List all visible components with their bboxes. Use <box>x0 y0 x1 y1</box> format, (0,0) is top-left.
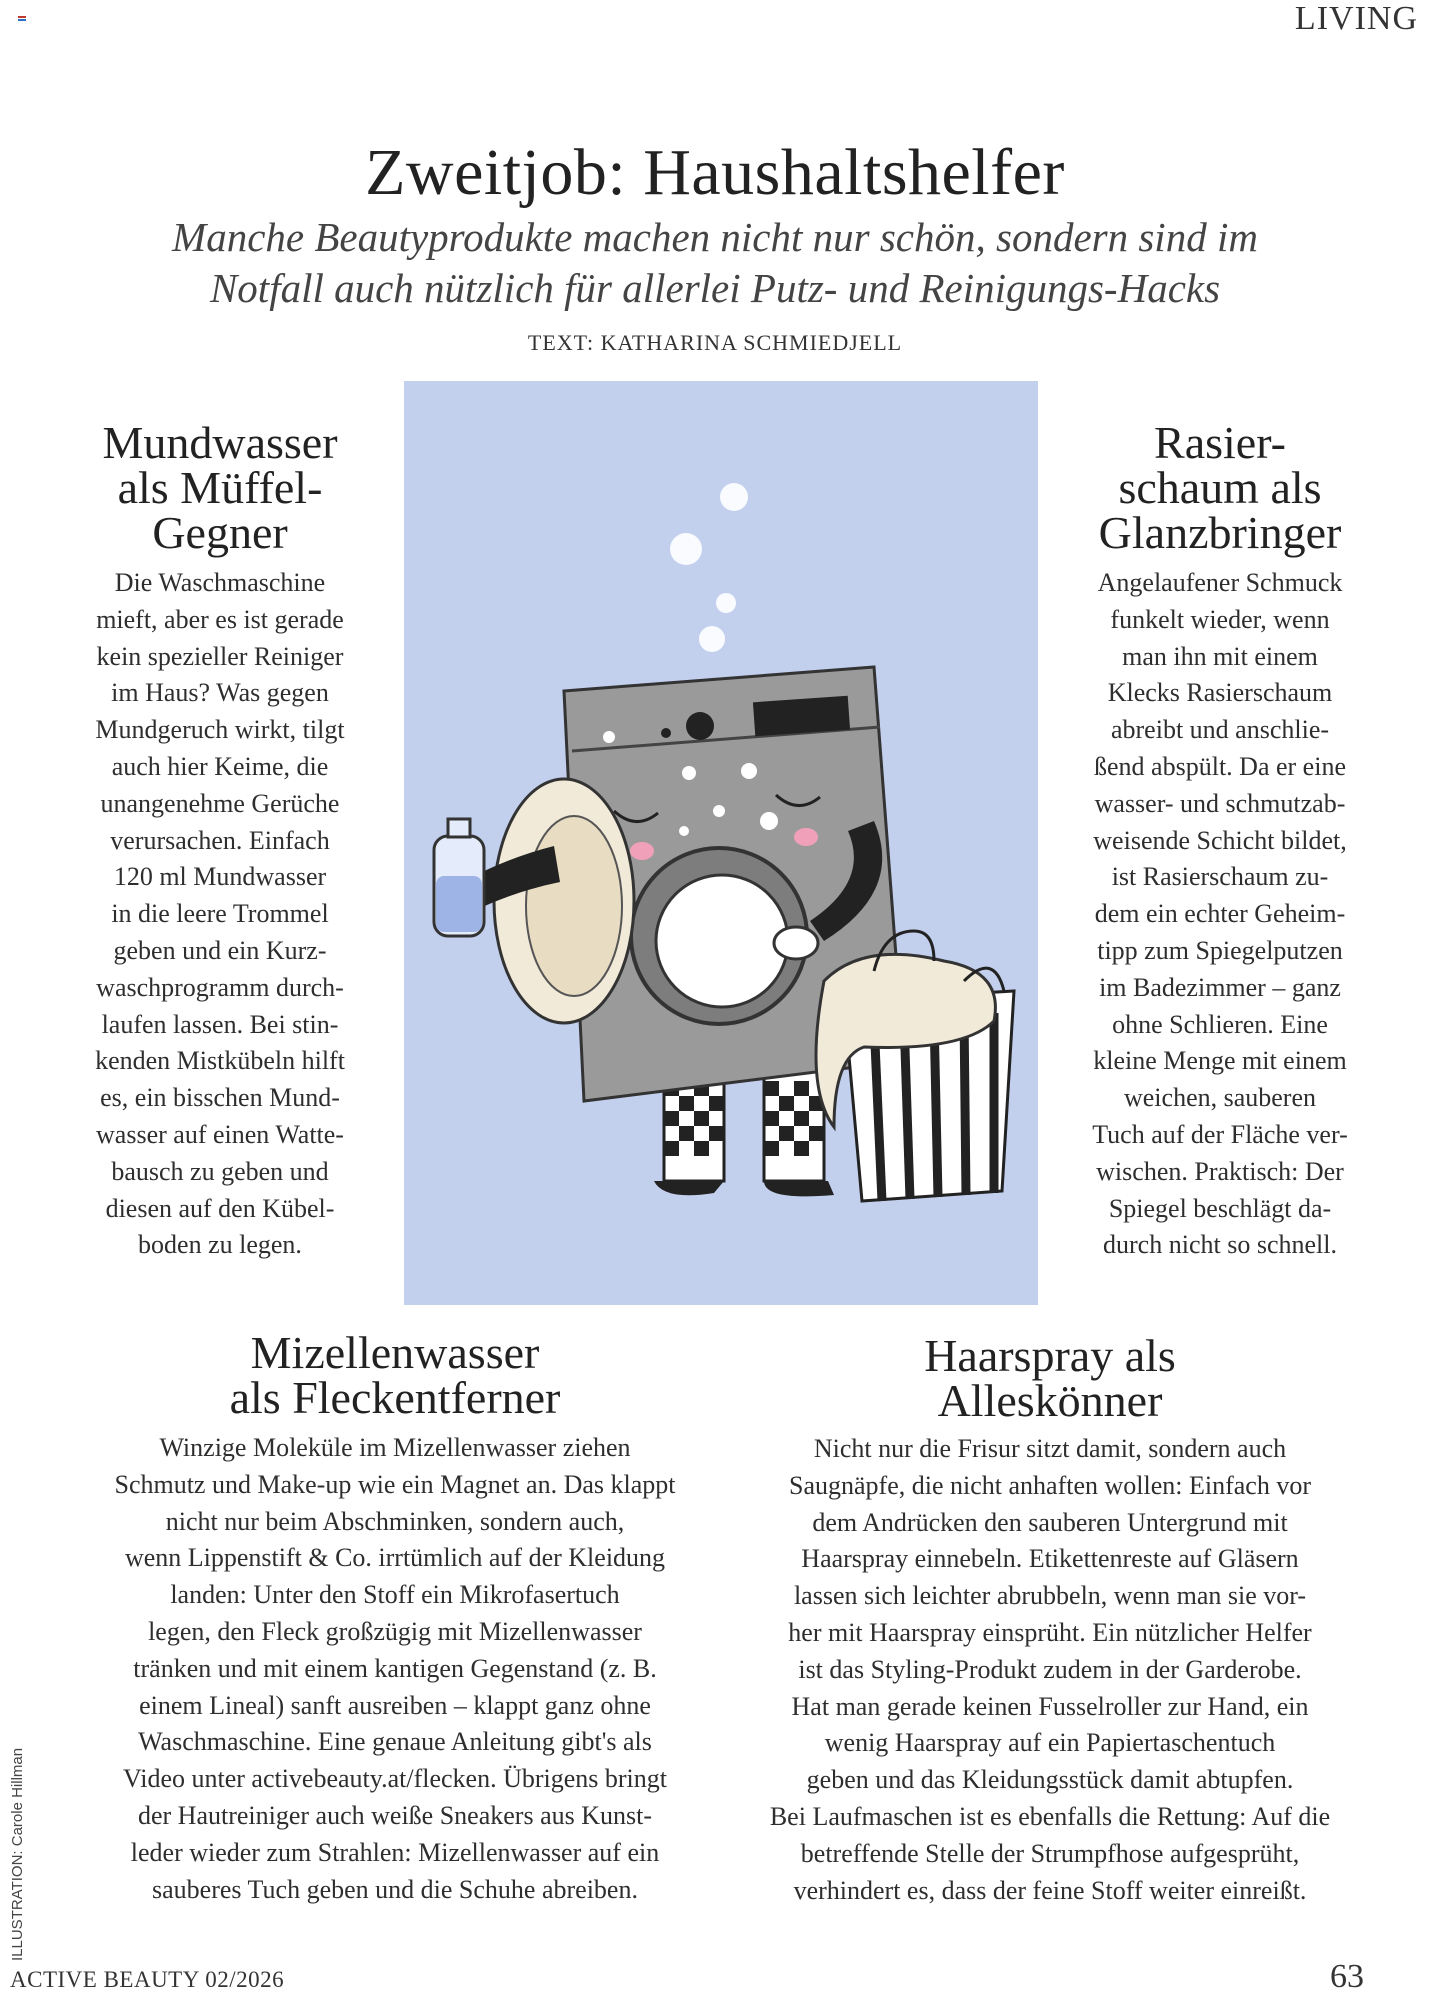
text-line: Mundgeruch wirkt, tilgt <box>95 715 345 745</box>
article-subtitle <box>80 212 1350 314</box>
text-line: ist Rasierschaum zu- <box>1111 862 1329 892</box>
section-mundwasser <box>60 417 380 1264</box>
subtitle-line: Notfall auch nützlich für allerlei Putz- und Reinigungs-Hacks <box>209 265 1221 311</box>
heading-line: schaum als <box>1118 462 1322 513</box>
text-line: Die Waschmaschine <box>114 568 326 597</box>
text-line: diesen auf den Kübel- <box>105 1193 335 1223</box>
text-line: weichen, sauberen <box>1123 1083 1317 1113</box>
byline: TEXT: KATHARINA SCHMIEDJELL <box>527 330 903 355</box>
text-line: Video unter activebeauty.at/flecken. Übrigens bringt <box>123 1764 667 1794</box>
heading-line: Haarspray als <box>924 1330 1176 1381</box>
text-line: sauberes Tuch geben und die Schuhe abreiben. <box>152 1874 638 1904</box>
section-heading <box>60 417 380 558</box>
corner-color-mark <box>18 16 26 22</box>
section-body <box>70 1430 720 1908</box>
text-line: betreffende Stelle der Strumpfhose aufgesprüht, <box>800 1838 1300 1868</box>
text-line: wasser auf einen Watte- <box>96 1119 344 1149</box>
section-body <box>725 1431 1375 1909</box>
text-line: Winzige Moleküle im Mizellenwasser ziehen <box>159 1433 631 1462</box>
section-heading <box>1060 417 1380 558</box>
text-line: laufen lassen. Bei stin- <box>101 1009 339 1039</box>
text-line: wenig Haarspray auf ein Papiertaschentuch <box>824 1728 1276 1758</box>
text-line: geben und das Kleidungsstück damit abtupfen. <box>806 1765 1294 1795</box>
text-line: verhindert es, dass der feine Stoff weiter einreißt. <box>793 1875 1307 1905</box>
text-line: dem ein echter Geheim- <box>1094 899 1346 929</box>
section-label: LIVING <box>1294 0 1418 37</box>
text-line: auch hier Keime, die <box>111 751 329 781</box>
section-body <box>60 565 380 1264</box>
text-line: tipp zum Spiegelputzen <box>1097 935 1343 965</box>
text-line: kleine Menge mit einem <box>1093 1046 1347 1076</box>
text-line: lassen sich leichter abrubbeln, wenn man sie vor- <box>793 1581 1307 1611</box>
text-line: Spiegel beschlägt da- <box>1108 1193 1332 1223</box>
text-line: Haarspray einnebeln. Etikettenreste auf Gläsern <box>801 1544 1299 1574</box>
section-rasierschaum <box>1060 417 1380 1264</box>
text-line: funkelt wieder, wenn <box>1110 604 1330 634</box>
text-line: kenden Mistkübeln hilft <box>95 1046 345 1076</box>
text-line: durch nicht so schnell. <box>1103 1230 1337 1260</box>
heading-line: Mizellenwasser <box>250 1327 540 1378</box>
text-line: Saugnäpfe, die nicht anhaften wollen: Einfach vor <box>789 1470 1311 1500</box>
subtitle-line: Manche Beautyprodukte machen nicht nur schön, sondern sind im <box>172 214 1258 260</box>
text-line: Tuch auf der Fläche ver- <box>1092 1119 1348 1149</box>
section-body <box>1060 565 1380 1264</box>
text-line: ßend abspült. Da er eine <box>1094 751 1346 781</box>
text-line: Waschmaschine. Eine genaue Anleitung gibt's als <box>138 1727 652 1757</box>
article-title: Zweitjob: Haushaltshelfer <box>365 136 1065 209</box>
heading-line: Glanzbringer <box>1098 507 1342 558</box>
text-line: unangenehme Gerüche <box>100 788 340 818</box>
magazine-issue: ACTIVE BEAUTY 02/2026 <box>10 1967 285 1992</box>
text-line: in die leere Trommel <box>111 899 329 929</box>
text-line: abreibt und anschlie- <box>1110 715 1330 745</box>
text-line: landen: Unter den Stoff ein Mikrofasertuch <box>170 1580 620 1610</box>
text-line: es, ein bisschen Mund- <box>100 1083 340 1113</box>
text-line: kein spezieller Reiniger <box>96 641 344 671</box>
section-haarspray <box>725 1330 1375 1909</box>
text-line: leder wieder zum Strahlen: Mizellenwasser auf ein <box>130 1837 660 1867</box>
section-mizellenwasser <box>70 1327 720 1908</box>
heading-line: Gegner <box>152 507 288 558</box>
text-line: wischen. Praktisch: Der <box>1096 1156 1344 1186</box>
text-line: geben und ein Kurz- <box>113 935 327 965</box>
heading-line: Alleskönner <box>937 1375 1163 1426</box>
washing-machine-illustration <box>404 381 1038 1305</box>
text-line: Hat man gerade keinen Fusselroller zur Hand, ein <box>791 1691 1309 1721</box>
text-line: dem Andrücken den sauberen Untergrund mit <box>812 1507 1288 1537</box>
text-line: wenn Lippenstift & Co. irrtümlich auf der Kleidung <box>124 1543 666 1573</box>
text-line: der Hautreiniger auch weiße Sneakers aus Kunst- <box>137 1800 653 1830</box>
text-line: Nicht nur die Frisur sitzt damit, sondern auch <box>813 1434 1287 1463</box>
text-line: mieft, aber es ist gerade <box>96 604 344 634</box>
text-line: bausch zu geben und <box>111 1156 329 1186</box>
text-line: einem Lineal) sanft ausreiben – klappt ganz ohne <box>139 1690 651 1720</box>
heading-line: als Fleckentferner <box>229 1372 561 1423</box>
text-line: verursachen. Einfach <box>110 825 330 855</box>
text-line: wasser- und schmutzab- <box>1094 788 1346 818</box>
text-line: tränken und mit einem kantigen Gegenstand (z. B. <box>133 1653 657 1683</box>
text-line: Klecks Rasierschaum <box>1107 678 1333 708</box>
heading-line: als Müffel- <box>117 462 323 513</box>
washing-machine-icon <box>404 381 1038 1305</box>
text-line: im Badezimmer – ganz <box>1099 972 1341 1002</box>
text-line: legen, den Fleck großzügig mit Mizellenwasser <box>148 1616 642 1646</box>
text-line: weisende Schicht bildet, <box>1093 825 1347 855</box>
section-heading <box>725 1330 1375 1426</box>
text-line: 120 ml Mundwasser <box>113 862 327 892</box>
text-line: boden zu legen. <box>138 1230 302 1260</box>
text-line: waschprogramm durch- <box>96 972 344 1002</box>
illustration-credit: ILLUSTRATION: Carole Hillman <box>9 1747 26 1961</box>
text-line: her mit Haarspray einsprüht. Ein nützlicher Helfer <box>788 1617 1312 1647</box>
section-heading <box>70 1327 720 1423</box>
text-line: Angelaufener Schmuck <box>1097 568 1343 597</box>
text-line: ohne Schlieren. Eine <box>1112 1009 1328 1039</box>
text-line: Schmutz und Make-up wie ein Magnet an. Das klappt <box>114 1469 676 1499</box>
page-number: 63 <box>1330 1958 1364 1995</box>
text-line: ist das Styling-Produkt zudem in der Garderobe. <box>798 1654 1302 1684</box>
text-line: man ihn mit einem <box>1122 641 1318 671</box>
heading-line: Mundwasser <box>102 417 338 468</box>
heading-line: Rasier- <box>1154 417 1286 468</box>
text-line: nicht nur beim Abschminken, sondern auch, <box>165 1506 625 1536</box>
text-line: im Haus? Was gegen <box>111 678 329 708</box>
text-line: Bei Laufmaschen ist es ebenfalls die Rettung: Auf die <box>769 1801 1331 1831</box>
